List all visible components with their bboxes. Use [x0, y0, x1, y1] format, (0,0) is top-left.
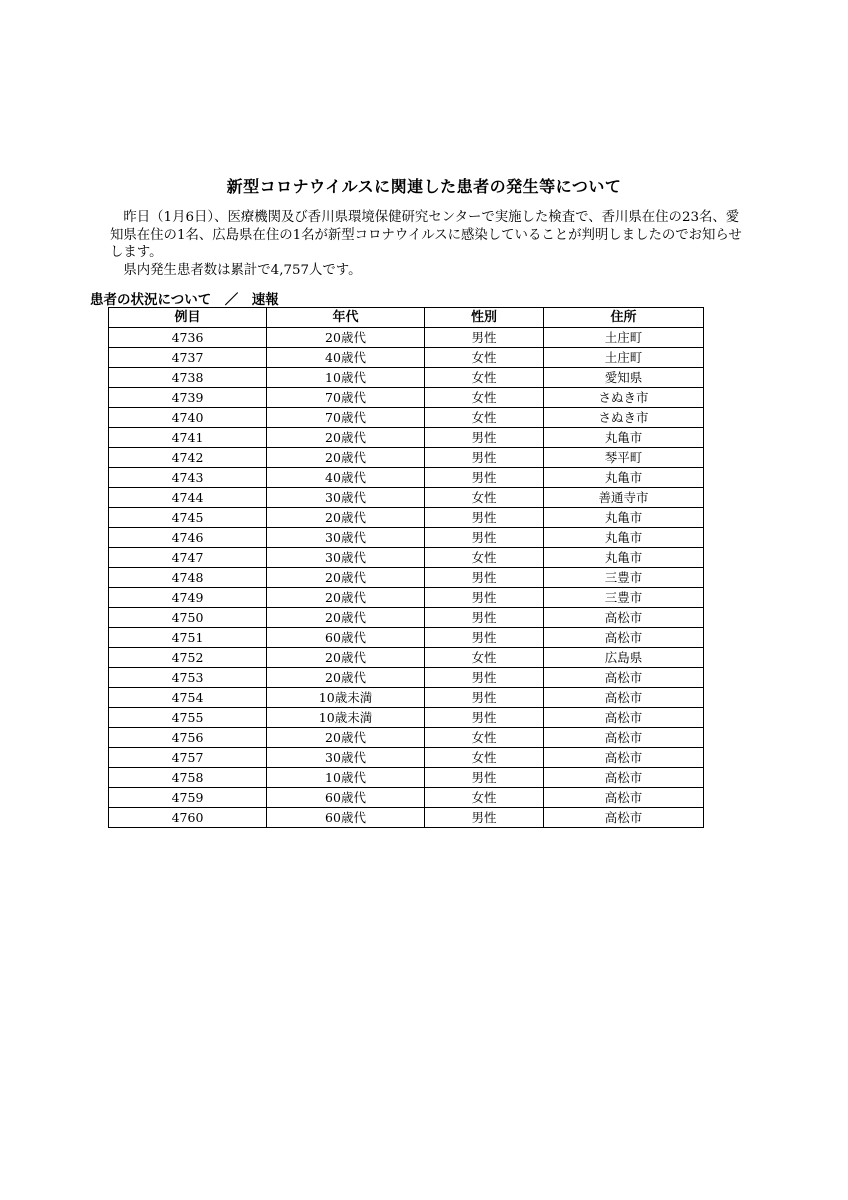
cell-sex: 男性 — [425, 588, 544, 608]
cell-sex: 男性 — [425, 688, 544, 708]
cell-case-number: 4746 — [109, 528, 267, 548]
cell-residence: 高松市 — [544, 708, 704, 728]
cell-age-group: 10歳代 — [267, 768, 425, 788]
cell-case-number: 4755 — [109, 708, 267, 728]
cell-residence: 三豊市 — [544, 588, 704, 608]
cell-case-number: 4760 — [109, 808, 267, 828]
table-row — [109, 748, 704, 768]
cell-sex: 女性 — [425, 788, 544, 808]
cell-sex: 女性 — [425, 388, 544, 408]
table-row — [109, 588, 704, 608]
section-heading: 患者の状況について ／ 速報 — [90, 292, 279, 308]
cell-case-number: 4742 — [109, 448, 267, 468]
cell-age-group: 10歳未満 — [267, 708, 425, 728]
cell-sex: 男性 — [425, 428, 544, 448]
cell-age-group: 20歳代 — [267, 328, 425, 348]
cell-residence: 丸亀市 — [544, 548, 704, 568]
cell-sex: 男性 — [425, 628, 544, 648]
cell-sex: 男性 — [425, 768, 544, 788]
cell-case-number: 4754 — [109, 688, 267, 708]
cell-case-number: 4753 — [109, 668, 267, 688]
cell-age-group: 20歳代 — [267, 648, 425, 668]
cell-residence: 高松市 — [544, 668, 704, 688]
cell-case-number: 4736 — [109, 328, 267, 348]
cell-residence: 高松市 — [544, 808, 704, 828]
cell-residence: 土庄町 — [544, 328, 704, 348]
header-sex: 性別 — [425, 308, 544, 328]
cell-sex: 女性 — [425, 488, 544, 508]
cell-residence: さぬき市 — [544, 388, 704, 408]
cell-residence: 高松市 — [544, 768, 704, 788]
cell-case-number: 4752 — [109, 648, 267, 668]
cell-sex: 男性 — [425, 448, 544, 468]
cell-residence: 高松市 — [544, 748, 704, 768]
cell-residence: 丸亀市 — [544, 428, 704, 448]
table-row — [109, 328, 704, 348]
announcement-body — [110, 209, 750, 279]
cell-case-number: 4743 — [109, 468, 267, 488]
cell-age-group: 30歳代 — [267, 488, 425, 508]
table-row — [109, 568, 704, 588]
cell-sex: 女性 — [425, 748, 544, 768]
cell-sex: 男性 — [425, 808, 544, 828]
table-header-row — [109, 308, 704, 328]
cell-case-number: 4757 — [109, 748, 267, 768]
cell-case-number: 4758 — [109, 768, 267, 788]
table-row — [109, 548, 704, 568]
cell-sex: 男性 — [425, 608, 544, 628]
cell-residence: 三豊市 — [544, 568, 704, 588]
table-row — [109, 628, 704, 648]
cell-case-number: 4741 — [109, 428, 267, 448]
cell-residence: 丸亀市 — [544, 468, 704, 488]
table-row — [109, 488, 704, 508]
cell-case-number: 4739 — [109, 388, 267, 408]
cell-residence: 善通寺市 — [544, 488, 704, 508]
cell-age-group: 20歳代 — [267, 568, 425, 588]
cell-case-number: 4751 — [109, 628, 267, 648]
cell-age-group: 60歳代 — [267, 788, 425, 808]
cell-case-number: 4738 — [109, 368, 267, 388]
cell-sex: 男性 — [425, 508, 544, 528]
table-row — [109, 808, 704, 828]
table-row — [109, 508, 704, 528]
table-row — [109, 428, 704, 448]
header-residence: 住所 — [544, 308, 704, 328]
cell-age-group: 40歳代 — [267, 468, 425, 488]
header-age-group: 年代 — [267, 308, 425, 328]
cell-age-group: 20歳代 — [267, 588, 425, 608]
cell-sex: 女性 — [425, 408, 544, 428]
table-row — [109, 668, 704, 688]
cell-age-group: 20歳代 — [267, 608, 425, 628]
cell-residence: 広島県 — [544, 648, 704, 668]
cell-sex: 男性 — [425, 328, 544, 348]
cell-residence: さぬき市 — [544, 408, 704, 428]
cell-residence: 琴平町 — [544, 448, 704, 468]
cell-age-group: 10歳未満 — [267, 688, 425, 708]
table-row — [109, 348, 704, 368]
cell-sex: 女性 — [425, 368, 544, 388]
cell-residence: 高松市 — [544, 728, 704, 748]
cell-case-number: 4749 — [109, 588, 267, 608]
cell-case-number: 4737 — [109, 348, 267, 368]
cell-age-group: 20歳代 — [267, 428, 425, 448]
document-title: 新型コロナウイルスに関連した患者の発生等について — [226, 177, 622, 196]
table-row — [109, 468, 704, 488]
cell-residence: 高松市 — [544, 788, 704, 808]
cell-residence: 高松市 — [544, 628, 704, 648]
cell-sex: 男性 — [425, 528, 544, 548]
cell-age-group: 30歳代 — [267, 548, 425, 568]
cell-age-group: 30歳代 — [267, 528, 425, 548]
cell-sex: 女性 — [425, 728, 544, 748]
cell-residence: 高松市 — [544, 608, 704, 628]
cell-age-group: 40歳代 — [267, 348, 425, 368]
table-row — [109, 648, 704, 668]
cell-case-number: 4740 — [109, 408, 267, 428]
table-row — [109, 728, 704, 748]
total-cases-paragraph: 県内発生患者数は累計で4,757人です。 — [123, 262, 362, 278]
cell-residence: 丸亀市 — [544, 508, 704, 528]
cell-residence: 高松市 — [544, 688, 704, 708]
cell-residence: 土庄町 — [544, 348, 704, 368]
cell-age-group: 20歳代 — [267, 448, 425, 468]
header-case-number: 例目 — [109, 308, 267, 328]
cell-age-group: 10歳代 — [267, 368, 425, 388]
table-row — [109, 408, 704, 428]
cell-sex: 男性 — [425, 468, 544, 488]
patient-table — [108, 307, 704, 828]
cell-age-group: 20歳代 — [267, 508, 425, 528]
cell-age-group: 30歳代 — [267, 748, 425, 768]
cell-case-number: 4744 — [109, 488, 267, 508]
table-row — [109, 768, 704, 788]
cell-residence: 愛知県 — [544, 368, 704, 388]
cell-case-number: 4748 — [109, 568, 267, 588]
cell-age-group: 60歳代 — [267, 808, 425, 828]
announcement-paragraph: 昨日（1月6日）、医療機関及び香川県環境保健研究センターで実施した検査で、香川県在住の23名、愛知県在住の1名、広島県在住の1名が新型コロナウイルスに感染していることが判明しましたのでお知らせします。 — [110, 210, 742, 260]
cell-sex: 女性 — [425, 348, 544, 368]
cell-case-number: 4750 — [109, 608, 267, 628]
cell-age-group: 20歳代 — [267, 668, 425, 688]
table-row — [109, 368, 704, 388]
cell-case-number: 4745 — [109, 508, 267, 528]
cell-sex: 男性 — [425, 708, 544, 728]
cell-residence: 丸亀市 — [544, 528, 704, 548]
cell-age-group: 70歳代 — [267, 388, 425, 408]
cell-case-number: 4759 — [109, 788, 267, 808]
cell-sex: 男性 — [425, 568, 544, 588]
table-row — [109, 708, 704, 728]
cell-case-number: 4756 — [109, 728, 267, 748]
cell-age-group: 20歳代 — [267, 728, 425, 748]
table-row — [109, 608, 704, 628]
table-row — [109, 688, 704, 708]
table-row — [109, 448, 704, 468]
cell-case-number: 4747 — [109, 548, 267, 568]
table-row — [109, 788, 704, 808]
cell-sex: 女性 — [425, 648, 544, 668]
cell-age-group: 70歳代 — [267, 408, 425, 428]
cell-age-group: 60歳代 — [267, 628, 425, 648]
table-row — [109, 528, 704, 548]
table-row — [109, 388, 704, 408]
patient-rows — [109, 328, 704, 828]
cell-sex: 男性 — [425, 668, 544, 688]
cell-sex: 女性 — [425, 548, 544, 568]
